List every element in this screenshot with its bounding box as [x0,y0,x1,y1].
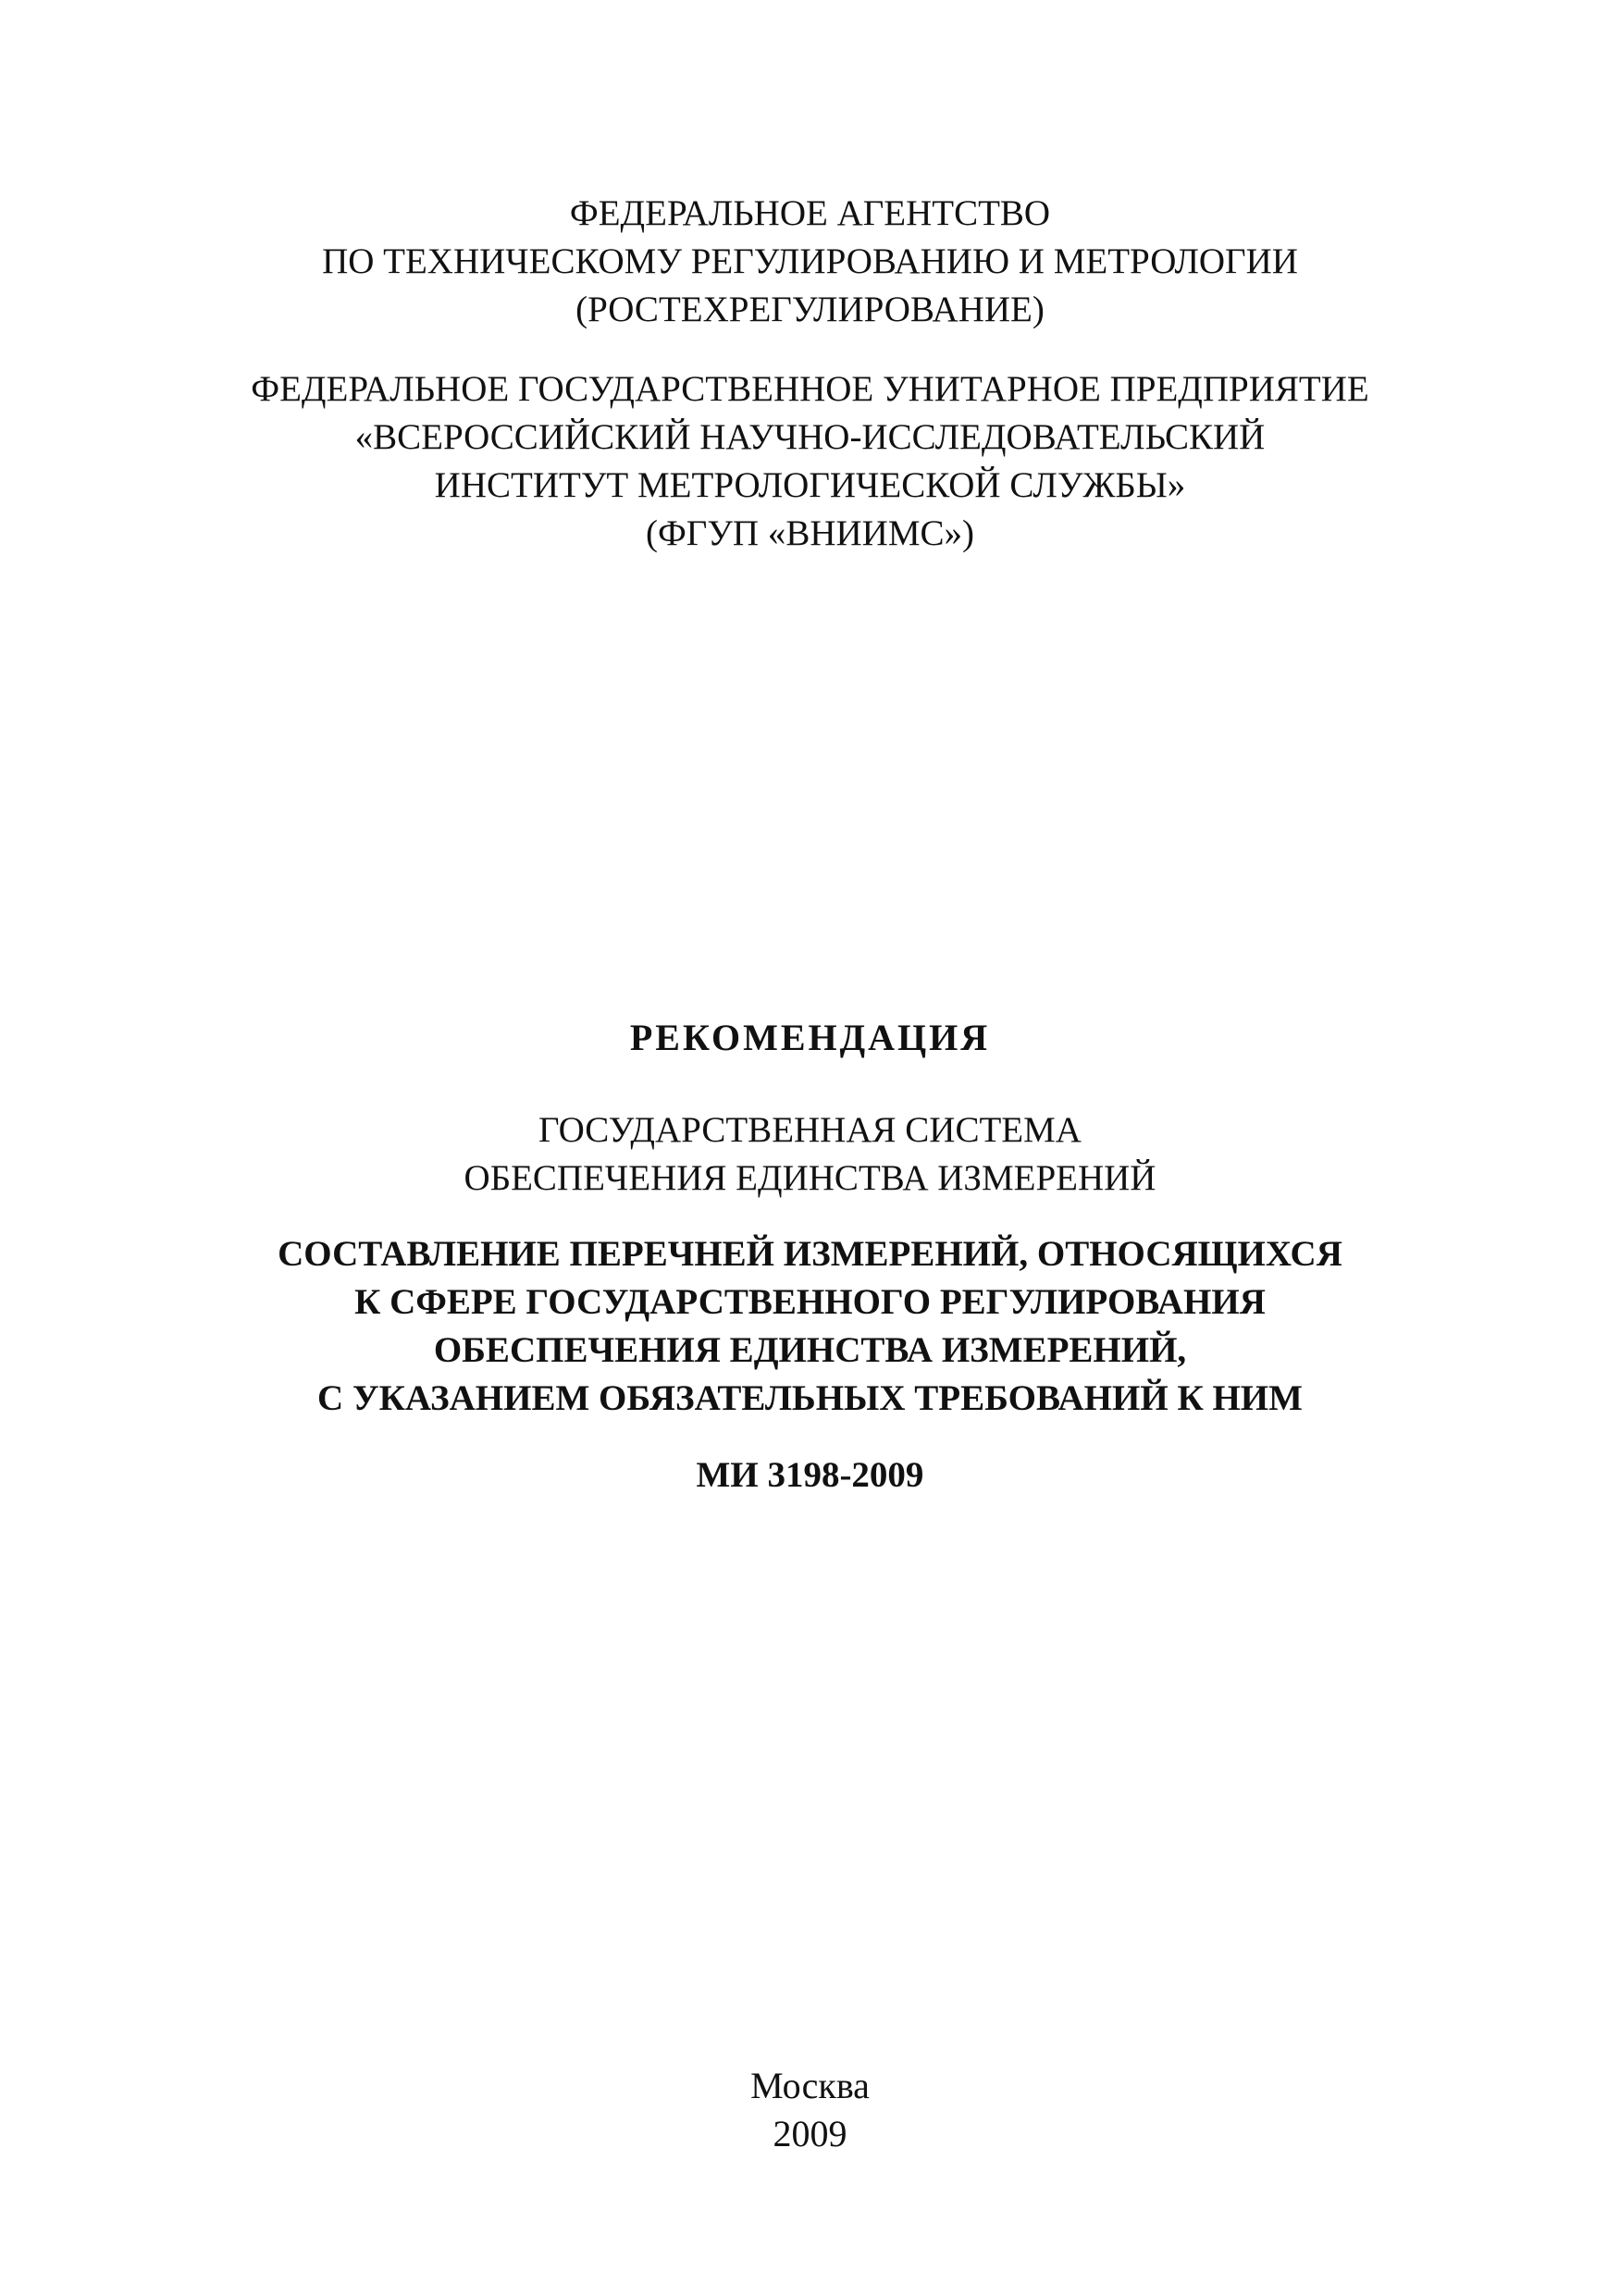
agency-line: (РОСТЕХРЕГУЛИРОВАНИЕ) [575,290,1045,329]
enterprise-line: (ФГУП «ВНИИМС») [645,513,975,553]
system-line: ГОСУДАРСТВЕННАЯ СИСТЕМА [538,1110,1082,1150]
document-title [185,1230,1435,1423]
document-code-label: МИ 3198-2009 [696,1455,924,1495]
title-line: ОБЕСПЕЧЕНИЯ ЕДИНСТВА ИЗМЕРЕНИЙ, [433,1330,1187,1370]
title-line: С УКАЗАНИЕМ ОБЯЗАТЕЛЬНЫХ ТРЕБОВАНИЙ К НИМ [317,1378,1303,1418]
document-code [185,1451,1435,1500]
city: Москва [750,2065,870,2106]
title-line: К СФЕРЕ ГОСУДАРСТВЕННОГО РЕГУЛИРОВАНИЯ [354,1282,1266,1322]
agency-name [185,190,1435,334]
system-line: ОБЕСПЕЧЕНИЯ ЕДИНСТВА ИЗМЕРЕНИЙ [464,1158,1156,1198]
document-type [185,1014,1435,1062]
enterprise-name [185,365,1435,558]
enterprise-line: «ВСЕРОССИЙСКИЙ НАУЧНО-ИССЛЕДОВАТЕЛЬСКИЙ [354,417,1266,457]
title-line: СОСТАВЛЕНИЕ ПЕРЕЧНЕЙ ИЗМЕРЕНИЙ, ОТНОСЯЩИХСЯ [278,1234,1342,1274]
document-type-label: РЕКОМЕНДАЦИЯ [629,1017,991,1058]
agency-line: ФЕДЕРАЛЬНОЕ АГЕНТСТВО [569,193,1051,233]
imprint [185,2062,1435,2158]
agency-line: ПО ТЕХНИЧЕСКОМУ РЕГУЛИРОВАНИЮ И МЕТРОЛОГИИ [322,241,1298,281]
measurement-system [185,1106,1435,1203]
enterprise-line: ФЕДЕРАЛЬНОЕ ГОСУДАРСТВЕННОЕ УНИТАРНОЕ ПРЕДПРИЯТИЕ [251,369,1369,409]
year: 2009 [773,2113,847,2154]
enterprise-line: ИНСТИТУТ МЕТРОЛОГИЧЕСКОЙ СЛУЖБЫ» [434,465,1186,505]
